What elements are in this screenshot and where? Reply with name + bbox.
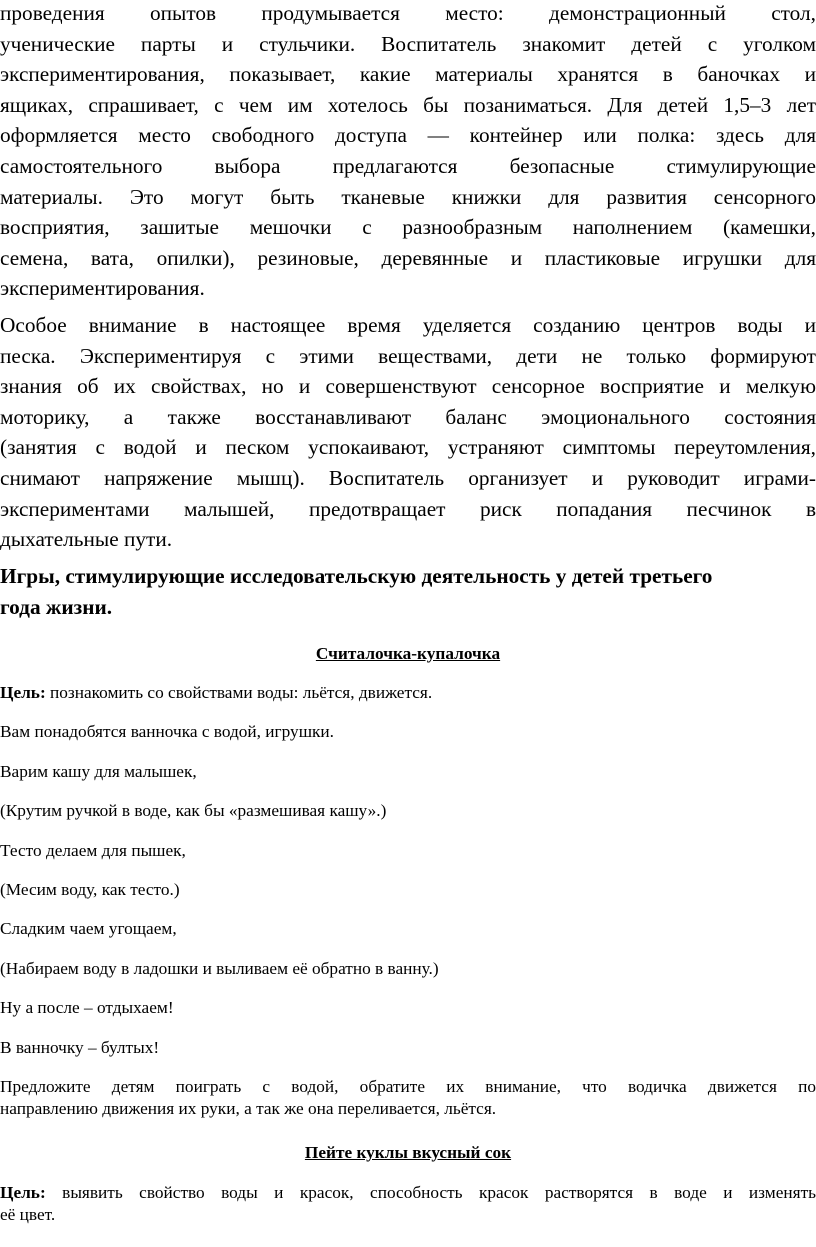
game1-line: Вам понадобятся ванночка с водой, игрушки. bbox=[0, 722, 334, 741]
note-line: направлению движения их руки, а так же она переливается, льётся. bbox=[0, 1099, 497, 1118]
paragraph-experiment-corner bbox=[0, 0, 816, 304]
game1-line: Варим кашу для малышек, bbox=[0, 762, 197, 781]
text-line: проведения опытов продумывается место: демонстрационный стол, bbox=[0, 1, 816, 25]
game1-line: Тесто делаем для пышек, bbox=[0, 841, 186, 860]
paragraph-water-sand-centers bbox=[0, 310, 816, 555]
game1-line: Сладким чаем угощаем, bbox=[0, 919, 177, 938]
game1-line: (Набираем воду в ладошки и выливаем её обратно в ванну.) bbox=[0, 959, 439, 978]
text-line: моторику, а также восстанавливают баланс эмоционального состояния bbox=[0, 404, 816, 429]
game1-goal bbox=[0, 682, 816, 704]
text-line: оформляется место свободного доступа — контейнер или полка: здесь для bbox=[0, 123, 816, 148]
section-heading bbox=[0, 561, 816, 622]
text-line: самостоятельного выбора предлагаются безопасные стимулирующие bbox=[0, 153, 816, 178]
note-line: Предложите детям поиграть с водой, обратите их внимание, что водичка движется по bbox=[0, 1077, 816, 1096]
game-title-sok: Пейте куклы вкусный сок bbox=[304, 1143, 512, 1162]
text-line: (занятия с водой и песком успокаивают, устраняют симптомы переутомления, bbox=[0, 435, 816, 460]
text-line: дыхательные пути. bbox=[0, 527, 173, 552]
game-title-schitalochka: Считалочка-купалочка bbox=[315, 644, 501, 663]
heading-line: года жизни. bbox=[0, 594, 113, 619]
text-line: материалы. Это могут быть тканевые книжки для развития сенсорного bbox=[0, 184, 816, 209]
text-line: ученические парты и стульчики. Воспитатель знакомит детей с уголком bbox=[0, 31, 816, 56]
text-line: экспериментами малышей, предотвращает риск попадания песчинок в bbox=[0, 496, 816, 521]
goal-label: Цель: bbox=[0, 1183, 46, 1202]
text-line: снимают напряжение мышц). Воспитатель организует и руководит играми- bbox=[0, 465, 816, 490]
game1-line: В ванночку – бултых! bbox=[0, 1038, 160, 1057]
text-line: песка. Экспериментируя с этими веществами, дети не только формируют bbox=[0, 343, 816, 368]
text-line: экспериментирования. bbox=[0, 276, 205, 301]
goal-line: её цвет. bbox=[0, 1205, 56, 1224]
game1-line: (Месим воду, как тесто.) bbox=[0, 880, 180, 899]
game2-goal bbox=[0, 1182, 816, 1226]
game1-line: (Крутим ручкой в воде, как бы «размешивая кашу».) bbox=[0, 801, 387, 820]
text-line: восприятия, зашитые мешочки с разнообразным наполнением (камешки, bbox=[0, 215, 816, 240]
text-line: семена, вата, опилки), резиновые, деревянные и пластиковые игрушки для bbox=[0, 245, 816, 270]
text-line: знания об их свойствах, но и совершенствуют сенсорное восприятие и мелкую bbox=[0, 374, 816, 399]
heading-line: Игры, стимулирующие исследовательскую деятельность у детей третьего bbox=[0, 564, 713, 588]
text-line: экспериментирования, показывает, какие материалы хранятся в баночках и bbox=[0, 62, 816, 87]
game1-line: Ну а после – отдыхаем! bbox=[0, 998, 174, 1017]
goal-line bbox=[0, 1182, 816, 1204]
goal-label: Цель: bbox=[0, 683, 46, 702]
text-line: Особое внимание в настоящее время уделяется созданию центров воды и bbox=[0, 313, 816, 337]
goal-text: познакомить со свойствами воды: льётся, движется. bbox=[45, 683, 433, 702]
game1-note bbox=[0, 1076, 816, 1120]
goal-text: выявить свойство воды и красок, способность красок растворятся в воде и изменять bbox=[45, 1183, 816, 1202]
text-line: ящиках, спрашивает, с чем им хотелось бы позаниматься. Для детей 1,5–3 лет bbox=[0, 92, 816, 117]
